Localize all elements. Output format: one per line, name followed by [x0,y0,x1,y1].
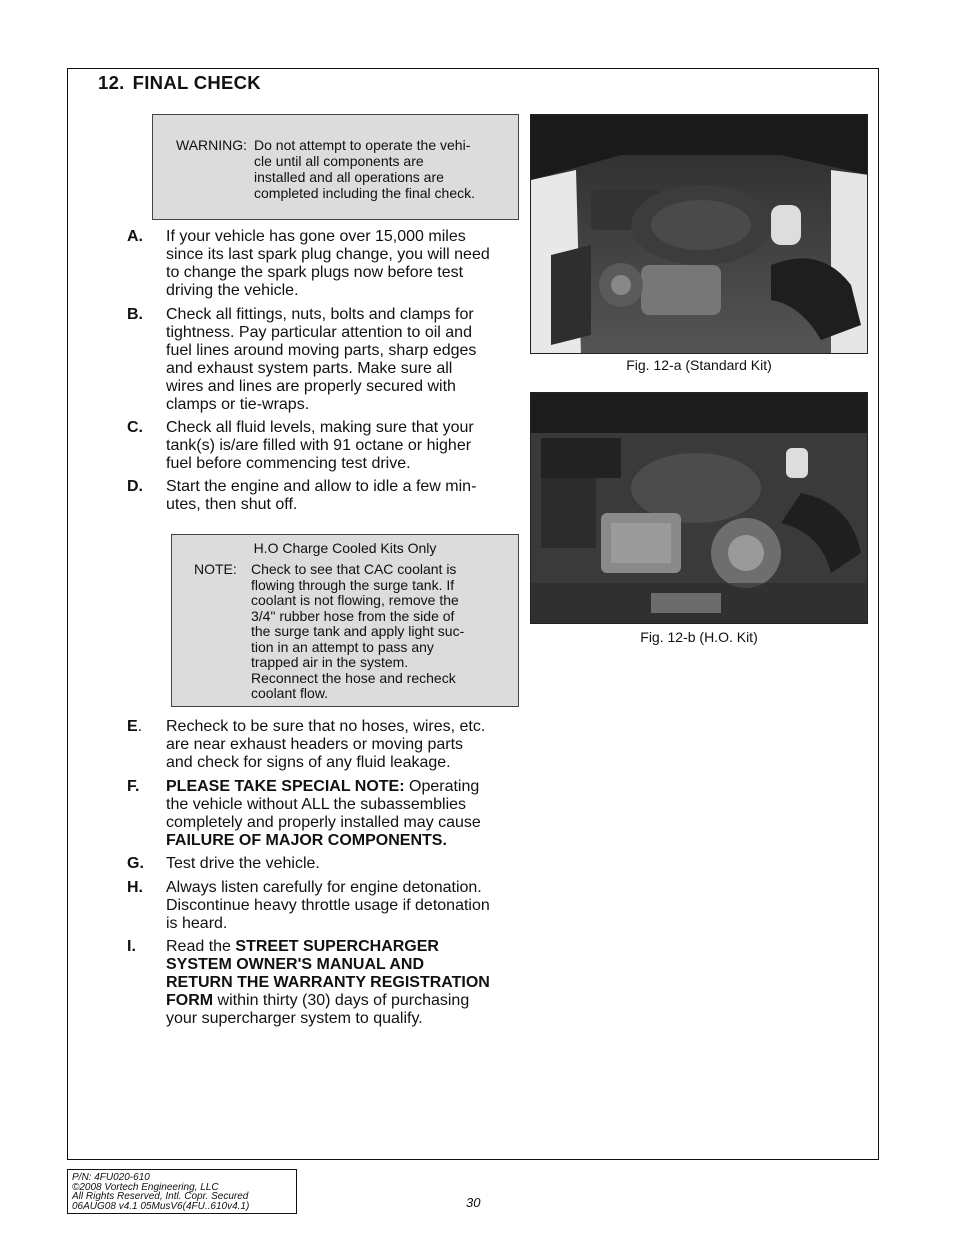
item-line: is heard. [166,915,228,932]
note-line: flowing through the surge tank. If [251,576,455,593]
item-line: are near exhaust headers or moving parts [166,736,464,753]
engine-photo-ho-kit [530,392,868,624]
item-line: If your vehicle has gone over 15,000 miles [166,228,466,245]
section-title: FINAL CHECK [132,72,261,93]
item-line: the vehicle without ALL the subassemblies [166,796,467,813]
note-title: H.O Charge Cooled Kits Only [253,540,437,556]
manual-title: STREET SUPERCHARGER [235,938,439,955]
item-line: fuel before commencing test drive. [166,455,411,472]
item-line: your supercharger system to qualify. [166,1010,423,1027]
item-line: completely and properly installed may cause [166,814,481,831]
item-line: tank(s) is/are filled with 91 octane or higher [166,437,472,454]
item-line: to change the spark plugs now before test [166,264,464,281]
note-line: trapped air in the system. [251,654,409,670]
note-text [251,562,511,702]
warning-text [254,137,509,201]
item-line [166,778,526,796]
item-line: fuel lines around moving parts, sharp edges [166,342,477,359]
item-line: utes, then shut off. [166,496,298,513]
item-line: wires and lines are properly secured with [166,378,456,395]
item-letter: I. [127,938,136,955]
item-line: Start the engine and allow to idle a few min- [166,478,477,495]
manual-title: RETURN THE WARRANTY REGISTRATION [166,974,490,991]
item-letter-bold: E [127,718,138,735]
item-letter: G. [127,855,144,872]
item-line: and check for signs of any fluid leakage. [166,754,451,771]
footer-line: ©2008 Vortech Engineering, LLC [72,1181,219,1193]
item-line: Discontinue heavy throttle usage if detonation [166,897,490,914]
note-line: coolant flow. [251,685,329,701]
item-line: and exhaust system parts. Make sure all [166,360,453,377]
footer-copyright [67,1169,297,1214]
figure-caption-b: Fig. 12-b (H.O. Kit) [640,629,758,645]
item-line: Check all fluid levels, making sure that your [166,419,474,436]
note-line: Reconnect the hose and recheck [251,669,456,686]
section-number: 12. [98,72,125,93]
item-letter: C. [127,419,143,436]
item-line: Always listen carefully for engine detonation. [166,879,482,896]
warning-label: WARNING: [176,137,248,153]
section-heading [98,72,261,94]
note-line: the surge tank and apply light suc- [251,623,465,639]
note-line: Check to see that CAC coolant is [251,561,457,577]
item-line: clamps or tie-wraps. [166,396,310,413]
warning-line: installed and all operations are [254,169,444,185]
item-letter: D. [127,478,143,495]
warning-line: completed including the final check. [254,185,476,201]
item-letter: F. [127,778,140,795]
item-letter-dot: . [137,718,143,735]
note-box [171,534,519,707]
warning-line: Do not attempt to operate the vehi- [254,137,471,153]
special-note-lead: PLEASE TAKE SPECIAL NOTE: [166,778,405,795]
item-line [166,938,526,956]
item-line: tightness. Pay particular attention to oil and [166,324,472,341]
item-line: driving the vehicle. [166,282,299,299]
item-text: Operating [404,778,480,795]
item-text: Read the [166,938,236,955]
item-line: since its last spark plug change, you will need [166,246,490,263]
note-line: tion in an attempt to pass any [251,638,434,655]
item-letter: A. [127,228,143,245]
note-line: 3/4" rubber hose from the side of [251,607,455,624]
item-letter [127,718,142,736]
note-line: coolant is not flowing, remove the [251,592,459,608]
note-label: NOTE: [194,561,237,577]
item-line [166,992,526,1010]
item-text: within thirty (30) days of purchasing [213,992,470,1009]
item-letter: B. [127,306,143,323]
manual-title: SYSTEM OWNER'S MANUAL AND [166,956,425,973]
warning-line: cle until all components are [254,153,424,169]
footer-line: P/N: 4FU020-610 [72,1172,150,1183]
item-line: Test drive the vehicle. [166,855,320,872]
footer-line: All Rights Reserved, Intl. Copr. Secured [72,1191,249,1202]
failure-warning: FAILURE OF MAJOR COMPONENTS. [166,832,447,849]
warning-box [152,114,519,220]
item-line: Check all fittings, nuts, bolts and clamps for [166,306,474,323]
item-line: Recheck to be sure that no hoses, wires, etc. [166,718,486,735]
figure-caption-a: Fig. 12-a (Standard Kit) [626,357,772,373]
engine-photo-standard-kit [530,114,868,354]
page-number: 30 [466,1195,481,1210]
footer-line: 06AUG08 v4.1 05MusV6(4FU..610v4.1) [72,1200,250,1212]
manual-title: FORM [166,992,214,1009]
item-letter: H. [127,879,143,896]
